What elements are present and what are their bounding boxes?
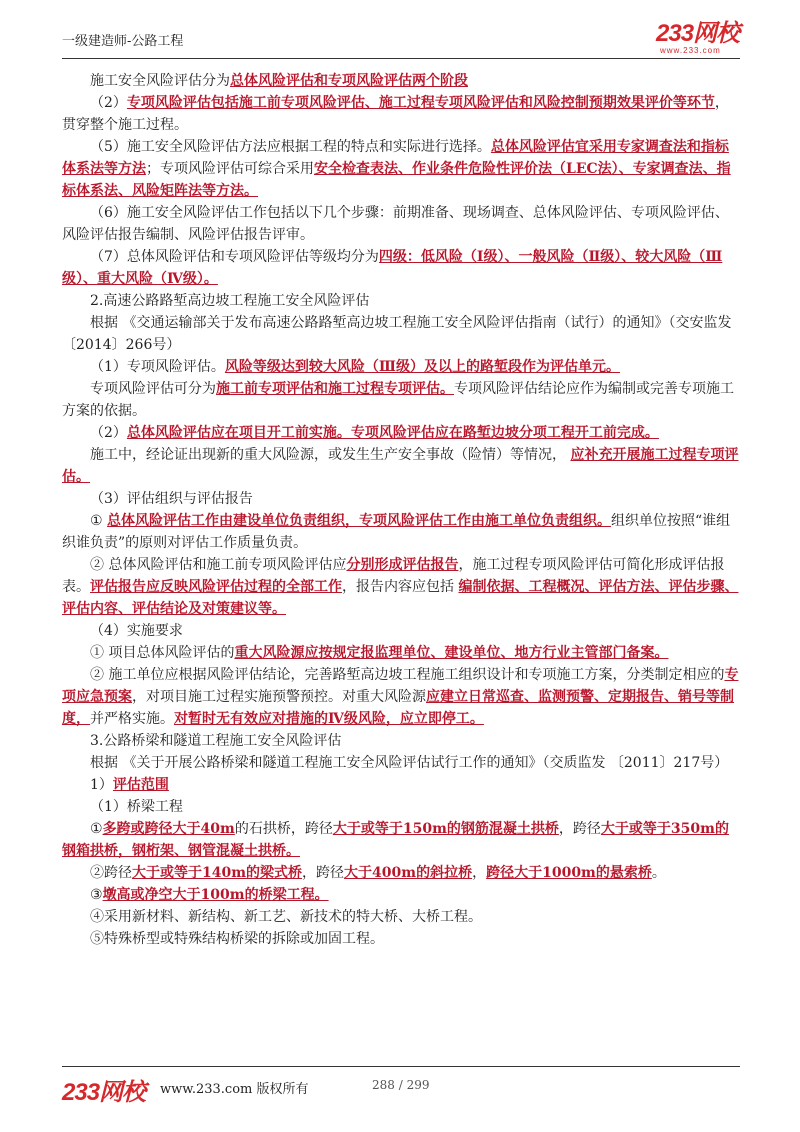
body-text: ，贯穿整个施工过程。 bbox=[62, 95, 729, 133]
body-text: ② 施工单位应根据风险评估结论，完善路堑高边坡工程施工组织设计和专项施工方案，分类制定相应的 bbox=[90, 667, 725, 683]
body-text: 并严格实施。 bbox=[90, 711, 174, 727]
body-text: ，报告内容应包括 bbox=[342, 579, 459, 595]
body-text: 的石拱桥，跨径 bbox=[234, 821, 333, 837]
highlighted-text: 对暂时无有效应对措施的Ⅳ级风险，应立即停工。 bbox=[174, 711, 484, 727]
paragraph bbox=[62, 928, 740, 950]
body-text: 组织单位按照“谁组织谁负责”的原则对评估工作质量负责。 bbox=[62, 513, 731, 551]
paragraph bbox=[62, 664, 740, 730]
footer-copyright: www.233.com 版权所有 bbox=[160, 1082, 309, 1097]
highlighted-text: 大于400m的斜拉桥 bbox=[344, 865, 473, 881]
highlighted-text: 评估范围 bbox=[112, 777, 169, 793]
highlighted-text: 专项风险评估包括施工前专项风险评估、施工过程专项风险评估和风险控制预期效果评价等环节 bbox=[126, 95, 715, 111]
paragraph bbox=[62, 136, 740, 202]
body-text: 。 bbox=[651, 865, 666, 881]
highlighted-text: 总体风险评估应在项目开工前实施。专项风险评估应在路堑边坡分项工程开工前完成。 bbox=[126, 425, 659, 441]
body-text: （2） bbox=[90, 95, 127, 111]
highlighted-text: 墩高或净空大于100m的桥梁工程。 bbox=[102, 887, 329, 903]
body-text: （6）施工安全风险评估工作包括以下几个步骤：前期准备、现场调查、总体风险评估、专项风险评估、风险评估报告编制、风险评估报告评审。 bbox=[62, 205, 729, 243]
highlighted-text: 四级：低风险（Ⅰ级）、一般风险（Ⅱ级）、较大风险（Ⅲ级）、重大风险（Ⅳ级）。 bbox=[62, 249, 723, 287]
highlighted-text: 大于或等于140m的梁式桥 bbox=[132, 865, 303, 881]
body-text: ① bbox=[90, 821, 103, 837]
body-text: 1） bbox=[90, 777, 113, 793]
paragraph bbox=[62, 444, 740, 488]
highlighted-text: 总体风险评估宜采用专家调查法和指标体系法等方法 bbox=[62, 139, 729, 177]
highlighted-text: 施工前专项评估和施工过程专项评估。 bbox=[216, 381, 454, 397]
body-text: 施工安全风险评估分为 bbox=[90, 73, 230, 89]
highlighted-text: 应建立日常巡查、监测预警、定期报告、销号等制度， bbox=[62, 689, 734, 727]
body-text: ① bbox=[90, 513, 108, 529]
body-text: ， bbox=[472, 865, 487, 881]
body-text: （1）专项风险评估。 bbox=[90, 359, 225, 375]
highlighted-text: 总体风险评估和专项风险评估两个阶段 bbox=[230, 73, 468, 89]
body-text: 根据 《交通运输部关于发布高速公路路堑高边坡工程施工安全风险评估指南（试行）的通知》（交安监发〔2014〕266号） bbox=[62, 315, 732, 353]
highlighted-text: 应补充开展施工过程专项评估。 bbox=[62, 447, 739, 485]
highlighted-text: 风险等级达到较大风险（Ⅲ级）及以上的路堑段作为评估单元。 bbox=[224, 359, 620, 375]
paragraph bbox=[62, 796, 740, 818]
body-text: 专项风险评估结论应作为编制或完善专项施工方案的依据。 bbox=[62, 381, 734, 419]
highlighted-text: 多跨或跨径大于40m bbox=[102, 821, 235, 837]
body-text: ，施工过程专项风险评估可简化形成评估报表。 bbox=[62, 557, 725, 595]
body-text: （7）总体风险评估和专项风险评估等级均分为 bbox=[90, 249, 379, 265]
paragraph bbox=[62, 290, 740, 312]
paragraph bbox=[62, 312, 740, 356]
body-text: ，对项目施工过程实施预警预控。对重大风险源 bbox=[132, 689, 426, 705]
paragraph bbox=[62, 642, 740, 664]
paragraph bbox=[62, 422, 740, 444]
logo-text: 233网校 bbox=[656, 20, 740, 47]
body-text: （4）实施要求 bbox=[90, 623, 183, 639]
body-text: （1）桥梁工程 bbox=[90, 799, 183, 815]
paragraph bbox=[62, 92, 740, 136]
paragraph bbox=[62, 378, 740, 422]
body-text: ① 项目总体风险评估的 bbox=[90, 645, 235, 661]
footer-divider bbox=[62, 1066, 740, 1067]
paragraph bbox=[62, 818, 740, 862]
highlighted-text: 分别形成评估报告 bbox=[346, 557, 459, 573]
body-text: ；专项风险评估可综合采用 bbox=[146, 161, 314, 177]
paragraph bbox=[62, 488, 740, 510]
body-text: ⑤特殊桥型或特殊结构桥梁的拆除或加固工程。 bbox=[90, 931, 384, 947]
paragraph bbox=[62, 202, 740, 246]
body-text: （3）评估组织与评估报告 bbox=[90, 491, 253, 507]
highlighted-text: 专项应急预案 bbox=[62, 667, 739, 705]
brand-logo bbox=[656, 22, 746, 55]
paragraph bbox=[62, 884, 740, 906]
paragraph bbox=[62, 510, 740, 554]
document-body bbox=[62, 70, 740, 950]
body-text: 施工中，经论证出现新的重大风险源，或发生生产安全事故（险情）等情况， bbox=[90, 447, 571, 463]
paragraph bbox=[62, 70, 740, 92]
body-text: 2.高速公路路堑高边坡工程施工安全风险评估 bbox=[90, 293, 370, 309]
paragraph bbox=[62, 246, 740, 290]
body-text: 专项风险评估可分为 bbox=[90, 381, 216, 397]
body-text: ③ bbox=[90, 887, 103, 903]
highlighted-text: 重大风险源应按规定报监理单位、建设单位、地方行业主管部门备案。 bbox=[234, 645, 669, 661]
page-number: 288 / 299 bbox=[372, 1078, 430, 1092]
page-header-title: 一级建造师-公路工程 bbox=[62, 34, 184, 49]
body-text: ，跨径 bbox=[302, 865, 345, 881]
paragraph bbox=[62, 752, 740, 774]
body-text: ④采用新材料、新结构、新工艺、新技术的特大桥、大桥工程。 bbox=[90, 909, 482, 925]
highlighted-text: 跨径大于1000m的悬索桥 bbox=[486, 865, 652, 881]
body-text: 3.公路桥梁和隧道工程施工安全风险评估 bbox=[90, 733, 342, 749]
body-text: ② 总体风险评估和施工前专项风险评估应 bbox=[90, 557, 347, 573]
body-text: ②跨径 bbox=[90, 865, 132, 881]
highlighted-text: 总体风险评估工作由建设单位负责组织，专项风险评估工作由施工单位负责组织。 bbox=[107, 513, 612, 529]
header-divider bbox=[62, 58, 740, 59]
paragraph bbox=[62, 554, 740, 620]
highlighted-text: 编制依据、工程概况、评估方法、评估步骤、评估内容、评估结论及对策建议等。 bbox=[62, 579, 739, 617]
body-text: （5）施工安全风险评估方法应根据工程的特点和实际进行选择。 bbox=[90, 139, 491, 155]
paragraph bbox=[62, 906, 740, 928]
highlighted-text: 大于或等于350m的钢箱拱桥，钢桁架、钢管混凝土拱桥。 bbox=[62, 821, 729, 859]
body-text: （2） bbox=[90, 425, 127, 441]
paragraph bbox=[62, 620, 740, 642]
highlighted-text: 评估报告应反映风险评估过程的全部工作 bbox=[90, 579, 342, 595]
paragraph bbox=[62, 356, 740, 378]
highlighted-text: 大于或等于150m的钢筋混凝土拱桥 bbox=[332, 821, 559, 837]
footer-logo: 233网校 bbox=[62, 1079, 146, 1106]
body-text: 根据 《关于开展公路桥梁和隧道工程施工安全风险评估试行工作的通知》（交质监发 〔2011〕217号） bbox=[90, 755, 729, 771]
paragraph bbox=[62, 774, 740, 796]
body-text: ，跨径 bbox=[558, 821, 601, 837]
highlighted-text: 安全检查表法、作业条件危险性评价法（LEC法）、专家调查法、指标体系法、风险矩阵法等方法。 bbox=[62, 161, 731, 199]
paragraph bbox=[62, 862, 740, 884]
logo-url: www.233.com bbox=[660, 46, 721, 55]
paragraph bbox=[62, 730, 740, 752]
